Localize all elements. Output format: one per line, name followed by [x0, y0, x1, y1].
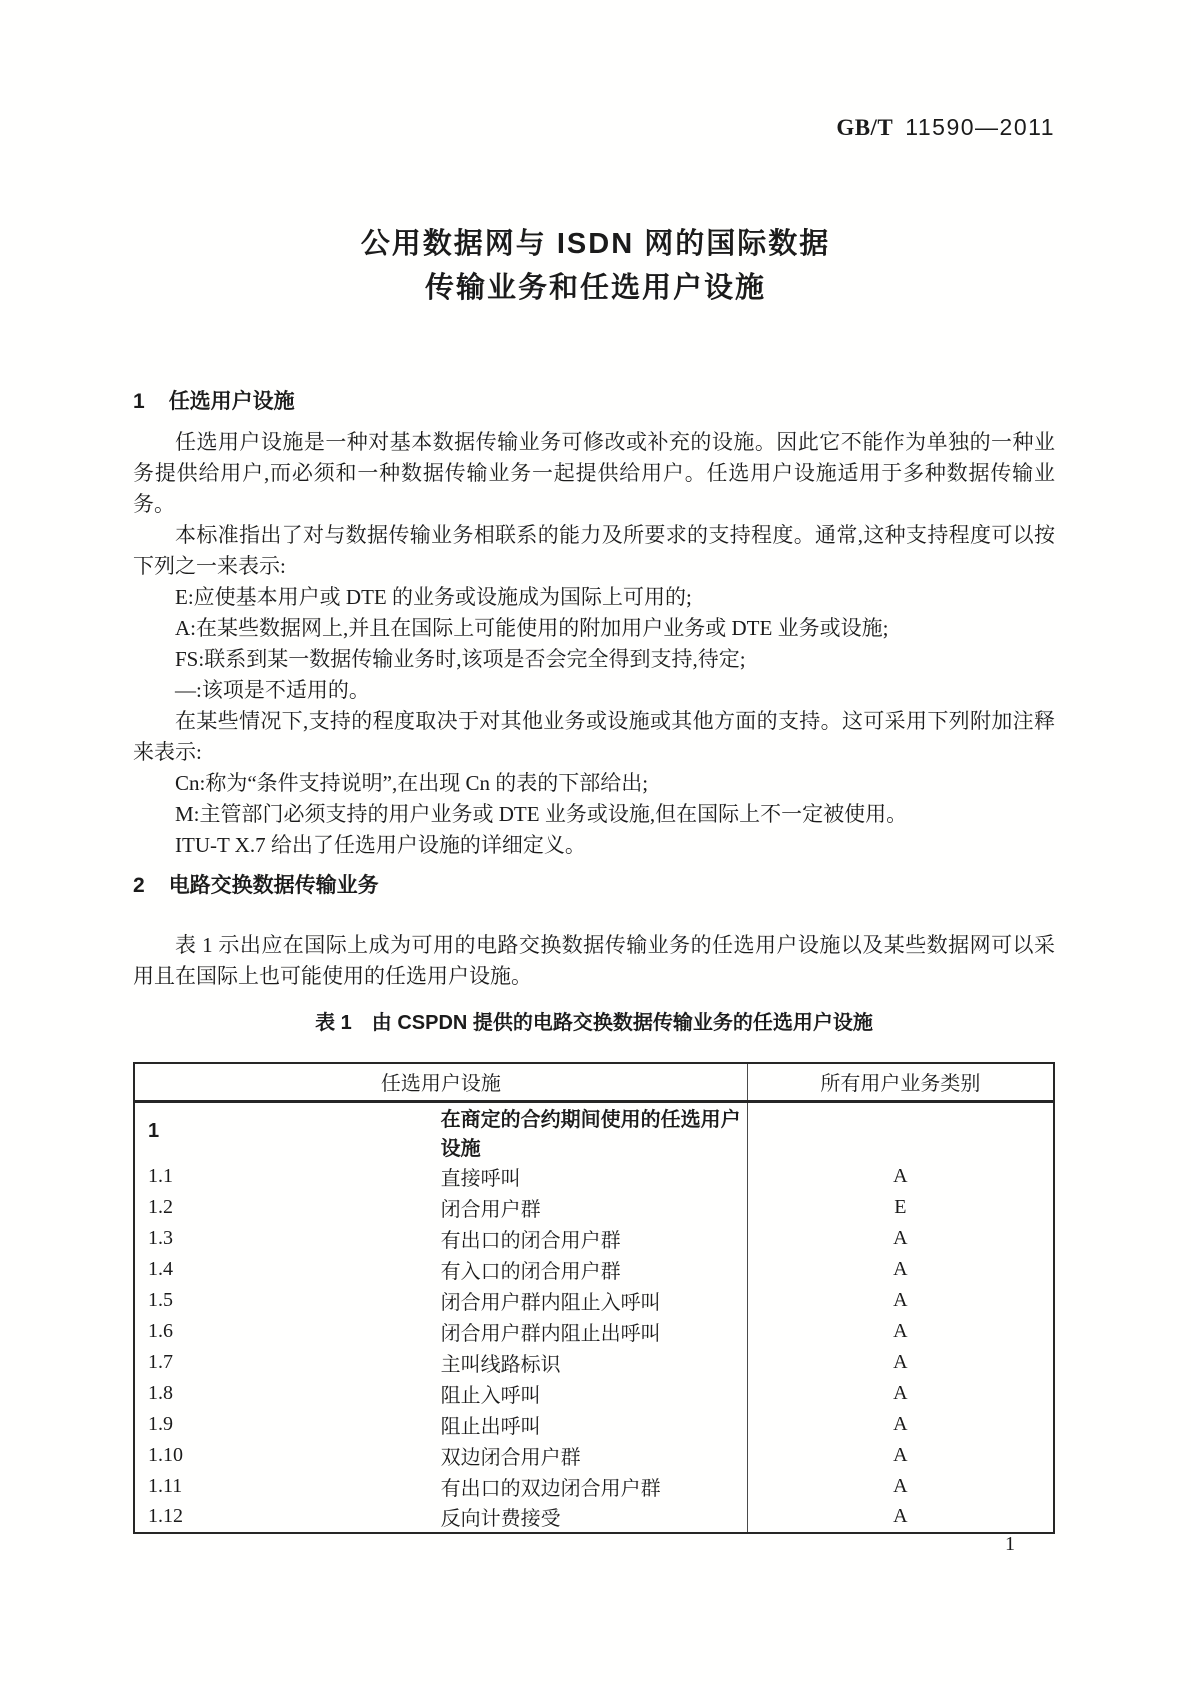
section-1-body [133, 427, 1055, 861]
service-class-value: A [747, 1378, 1054, 1409]
group-value [747, 1101, 1054, 1161]
paragraph: M:主管部门必须支持的用户业务或 DTE 业务或设施,但在国际上不一定被使用。 [175, 802, 908, 826]
table-row [134, 1192, 1054, 1223]
table-group-row [134, 1101, 1054, 1161]
table-row [134, 1223, 1054, 1254]
row-number: 1.10 [148, 1443, 183, 1466]
table-1-caption-text: 由 CSPDN 提供的电路交换数据传输业务的任选用户设施 [371, 1012, 873, 1034]
service-class-value: A [747, 1440, 1054, 1471]
service-class-value: A [747, 1316, 1054, 1347]
row-number: 1.7 [148, 1350, 173, 1373]
service-class-value: A [747, 1502, 1054, 1533]
facility-name: 闭合用户群内阻止出呼叫 [440, 1322, 661, 1345]
table-row [134, 1409, 1054, 1440]
facility-name: 阻止入呼叫 [440, 1384, 541, 1407]
page-number: 1 [1005, 1533, 1015, 1555]
table-row [134, 1254, 1054, 1285]
column-header-service-class: 所有用户业务类别 [747, 1063, 1054, 1101]
service-class-value: A [747, 1471, 1054, 1502]
facility-name: 反向计费接受 [440, 1508, 561, 1530]
section-1-heading [133, 388, 1055, 416]
facility-name: 直接呼叫 [440, 1167, 521, 1190]
facility-name: 有出口的双边闭合用户群 [440, 1477, 661, 1500]
standard-code [836, 114, 1055, 141]
service-class-value: A [747, 1347, 1054, 1378]
row-number: 1.11 [148, 1474, 183, 1497]
paragraph: ITU-T X.7 给出了任选用户设施的详细定义。 [175, 833, 586, 857]
table-1-caption-label: 表 1 [315, 1012, 352, 1034]
row-number: 1.3 [148, 1226, 173, 1249]
paragraph: FS:联系到某一数据传输业务时,该项是否会完全得到支持,待定; [175, 647, 746, 671]
paragraph: 任选用户设施是一种对基本数据传输业务可修改或补充的设施。因此它不能作为单独的一种业务提供给用户,而必须和一种数据传输业务一起提供给用户。任选用户设施适用于多种数据传输业务。 [133, 430, 1055, 516]
facility-name: 有出口的闭合用户群 [440, 1229, 621, 1252]
row-number: 1.12 [148, 1505, 183, 1527]
facility-name: 有入口的闭合用户群 [440, 1260, 621, 1283]
table-row [134, 1502, 1054, 1533]
document-title-line1: 公用数据网与 ISDN 网的国际数据 [360, 228, 831, 260]
paragraph: A:在某些数据网上,并且在国际上可能使用的附加用户业务或 DTE 业务或设施; [175, 616, 889, 640]
facility-name: 阻止出呼叫 [440, 1415, 541, 1438]
row-number: 1.9 [148, 1412, 173, 1435]
service-class-value: E [747, 1192, 1054, 1223]
paragraph: 本标准指出了对与数据传输业务相联系的能力及所要求的支持程度。通常,这种支持程度可以按下列之一来表示: [133, 523, 1055, 578]
service-class-value: A [747, 1254, 1054, 1285]
group-label: 在商定的合约期间使用的任选用户设施 [440, 1108, 741, 1160]
table-row [134, 1347, 1054, 1378]
row-number: 1.4 [148, 1257, 173, 1280]
standard-code-number: 11590—2011 [905, 114, 1055, 140]
table-row [134, 1285, 1054, 1316]
facility-name: 闭合用户群内阻止入呼叫 [440, 1291, 661, 1314]
service-class-value: A [747, 1161, 1054, 1192]
document-title [0, 222, 1191, 310]
row-number: 1.1 [148, 1164, 173, 1187]
paragraph: 在某些情况下,支持的程度取决于对其他业务或设施或其他方面的支持。这可采用下列附加注释来表示: [133, 709, 1055, 764]
table-header-row [134, 1063, 1054, 1101]
table-row [134, 1378, 1054, 1409]
column-header-facility: 任选用户设施 [134, 1063, 747, 1101]
table-row [134, 1471, 1054, 1502]
paragraph: Cn:称为“条件支持说明”,在出现 Cn 的表的下部给出; [175, 771, 649, 795]
paragraph: E:应使基本用户或 DTE 的业务或设施成为国际上可用的; [175, 585, 692, 609]
facility-name: 闭合用户群 [440, 1198, 541, 1221]
section-2-number: 2 [133, 874, 145, 897]
table-row [134, 1316, 1054, 1347]
paragraph: —:该项是不适用的。 [175, 678, 370, 702]
row-number: 1.2 [148, 1195, 173, 1218]
group-number: 1 [148, 1120, 160, 1142]
facility-name: 主叫线路标识 [440, 1353, 561, 1376]
table-1 [133, 1062, 1055, 1534]
section-2-body [133, 930, 1055, 992]
service-class-value: A [747, 1409, 1054, 1440]
service-class-value: A [747, 1223, 1054, 1254]
paragraph: 表 1 示出应在国际上成为可用的电路交换数据传输业务的任选用户设施以及某些数据网可以采用且在国际上也可能使用的任选用户设施。 [133, 933, 1055, 988]
section-2-title: 电路交换数据传输业务 [168, 874, 379, 897]
standard-code-prefix: GB/T [836, 115, 894, 140]
section-2-heading [133, 872, 1055, 900]
section-1-title: 任选用户设施 [168, 390, 295, 413]
service-class-value: A [747, 1285, 1054, 1316]
document-title-line2: 传输业务和任选用户设施 [424, 272, 766, 304]
row-number: 1.5 [148, 1288, 173, 1311]
facility-name: 双边闭合用户群 [440, 1446, 581, 1469]
row-number: 1.8 [148, 1381, 173, 1404]
section-1-number: 1 [133, 390, 145, 413]
table-1-caption [133, 1010, 1055, 1036]
row-number: 1.6 [148, 1319, 173, 1342]
table-row [134, 1161, 1054, 1192]
table-row [134, 1440, 1054, 1471]
